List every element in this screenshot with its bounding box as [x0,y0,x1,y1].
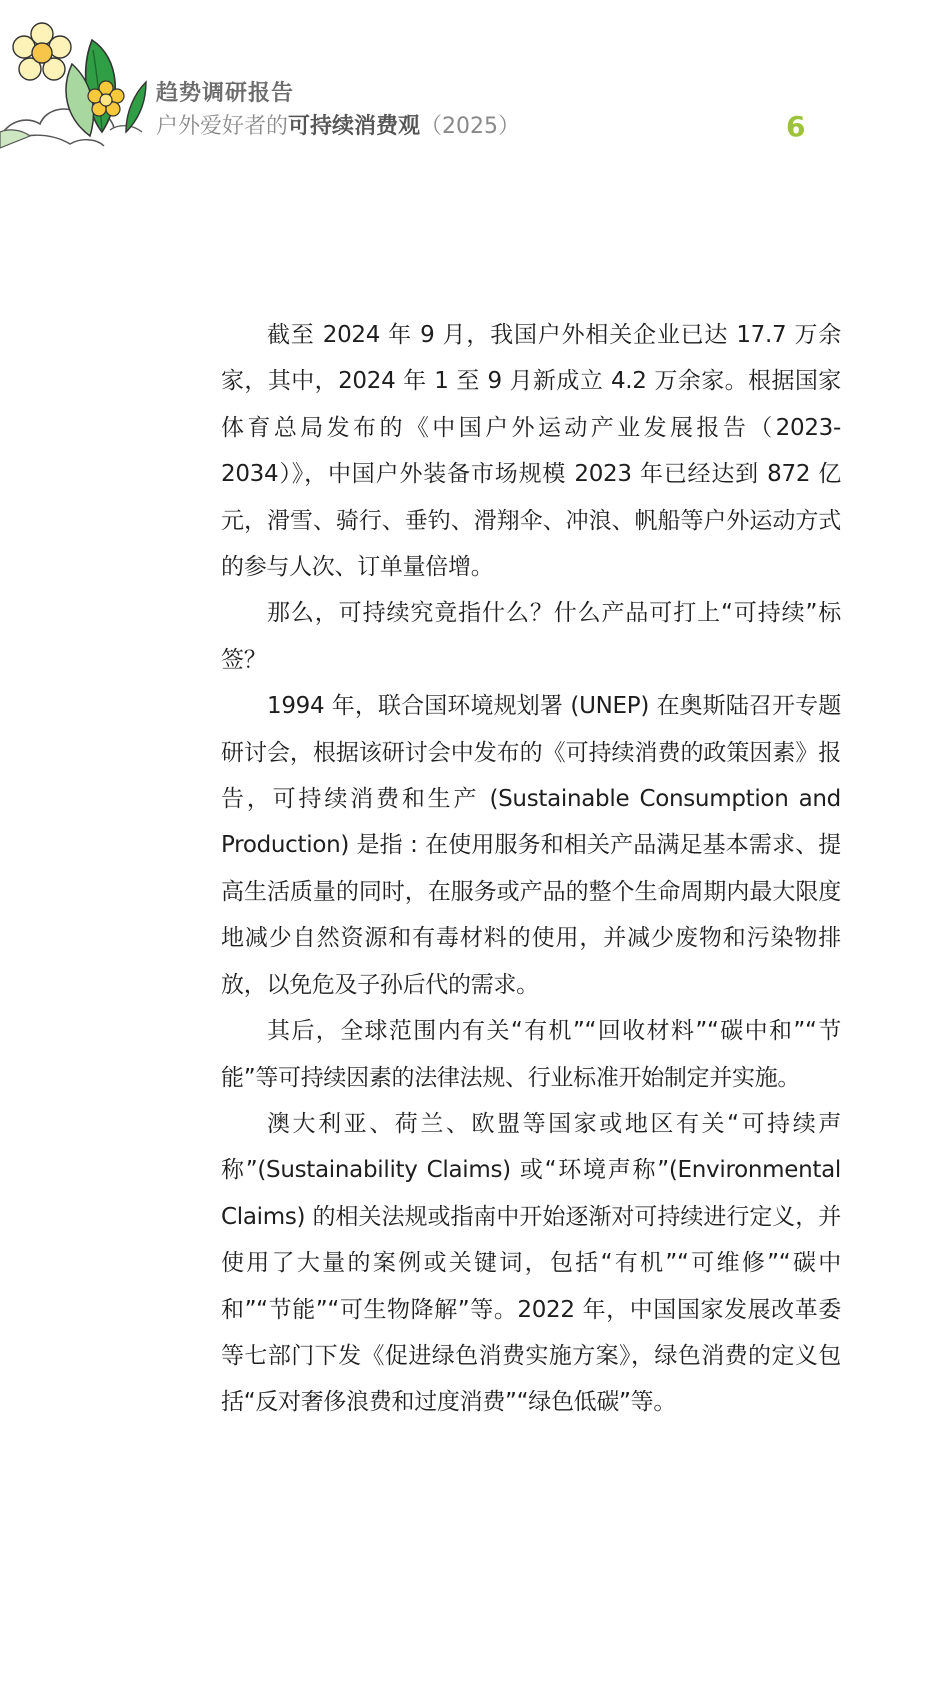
flower-icon [13,23,71,80]
header-decoration [0,20,150,160]
report-title-highlight: 可持续消费观 [288,114,421,139]
paragraph: 那么，可持续究竟指什么？什么产品可打上“可持续”标签？ [221,600,841,673]
report-title [156,110,520,144]
paragraph: 其后，全球范围内有关“有机”“回收材料”“碳中和”“节能”等可持续因素的法律法规、行业标准开始制定并实施。 [221,1018,841,1091]
report-title-prefix: 户外爱好者的 [156,114,289,139]
page-number: 6 [786,110,806,143]
paragraph: 截至 2024 年 9 月，我国户外相关企业已达 17.7 万余家，其中，2024 年 1 至 9 月新成立 4.2 万余家。根据国家体育总局发布的《中国户外运动产业发展报告（2023-2034）》，中国户外装备市场规模 2023 年已经达到 872 亿元，滑雪、骑行、垂钓、滑翔伞、冲浪、帆船等户外运动方式的参与人次、订单量倍增。 [221,322,841,581]
report-title-year: （2025） [420,114,521,139]
header-titles [156,78,520,144]
paragraph: 1994 年，联合国环境规划署 (UNEP) 在奥斯陆召开专题研讨会，根据该研讨会中发布的《可持续消费的政策因素》报告，可持续消费和生产 (Sustainable Consumption and Production) 是指 : 在使用服务和相关产品满足基本需求、提高生活质量的同时，在服务或产品的整个生命周期内最大限度地减少自然资源和有毒材料的使用，并减少废物和污染物排放，以免危及子孙后代的需求。 [221,693,841,998]
paragraph: 澳大利亚、荷兰、欧盟等国家或地区有关“可持续声称”(Sustainability Claims) 或“环境声称”(Environmental Claims) 的相关法规或指南中开始逐渐对可持续进行定义，并使用了大量的案例或关键词，包括“有机”“可维修”“碳中和”“节能”“可生物降解”等。2022 年，中国国家发展改革委等七部门下发《促进绿色消费实施方案》，绿色消费的定义包括“反对奢侈浪费和过度消费”“绿色低碳”等。 [221,1110,841,1416]
article-body [221,312,841,1426]
report-type-label: 趋势调研报告 [156,81,295,106]
